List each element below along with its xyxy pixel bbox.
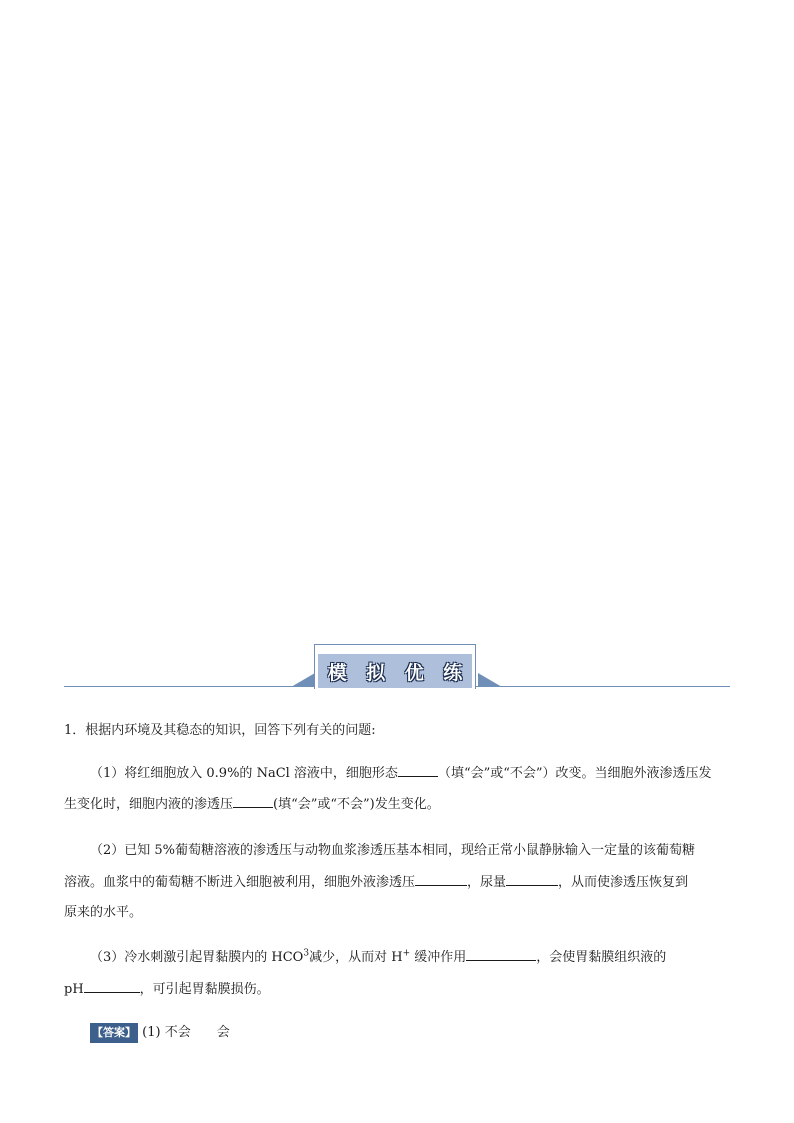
- text-segment: （填“会”或“不会”）改变。当细胞外液渗透压发: [437, 766, 712, 781]
- answer-blank: [398, 764, 438, 777]
- question-part2-line2: [64, 873, 688, 892]
- text-segment: ，可引起胃黏膜损伤。: [139, 982, 270, 997]
- question-part2-line1: （2）已知 5%葡萄糖溶液的渗透压与动物血浆渗透压基本相同，现给正常小鼠静脉输入一定量的该葡萄糖: [90, 843, 696, 858]
- answer-blank: [415, 873, 467, 886]
- text-segment: （3）冷水刺激引起胃黏膜内的 HCO: [90, 950, 304, 965]
- text-segment: 减少，从而对 H: [309, 950, 403, 965]
- text-segment: ，从而使渗透压恢复到: [558, 875, 689, 890]
- superscript: +: [402, 948, 411, 959]
- banner-char: 优: [404, 661, 424, 684]
- question-part1-line2: [64, 795, 440, 814]
- banner-char: 拟: [366, 661, 386, 684]
- text-segment: ，会使胃黏膜组织液的: [536, 950, 667, 965]
- text-segment: (填“会”或“不会”)发生变化。: [273, 797, 440, 812]
- question-part3-line1: [90, 948, 666, 967]
- text-segment: 缓冲作用: [410, 950, 467, 965]
- answer-blank: [506, 873, 558, 886]
- answer-blank: [466, 948, 536, 961]
- question-part1-line1: [90, 764, 712, 783]
- answer-label: 【答案】: [90, 1023, 138, 1043]
- question-stem: 1．根据内环境及其稳态的知识，回答下列有关的问题:: [64, 723, 376, 738]
- banner-right-triangle: [478, 673, 502, 687]
- banner-left-triangle: [291, 673, 315, 687]
- superscript: 3: [303, 948, 310, 959]
- answer-blank: [233, 795, 273, 808]
- text-segment: （1）将红细胞放入 0.9%的 NaCl 溶液中，细胞形态: [90, 766, 398, 781]
- text-segment: 溶液。血浆中的葡萄糖不断进入细胞被利用，细胞外液渗透压: [64, 875, 416, 890]
- question-part3-line2: [64, 980, 270, 999]
- answer-blank: [84, 980, 140, 993]
- banner-char: 练: [443, 661, 463, 684]
- section-banner: [318, 654, 472, 688]
- answer-text: (1) 不会 会: [142, 1025, 230, 1040]
- banner-char: 模: [327, 661, 347, 684]
- question-part2-line3: 原来的水平。: [64, 905, 143, 920]
- text-segment: 生变化时，细胞内液的渗透压: [64, 797, 234, 812]
- text-segment: ，尿量: [467, 875, 507, 890]
- answer-line: [90, 1023, 230, 1043]
- text-segment: pH: [64, 982, 84, 997]
